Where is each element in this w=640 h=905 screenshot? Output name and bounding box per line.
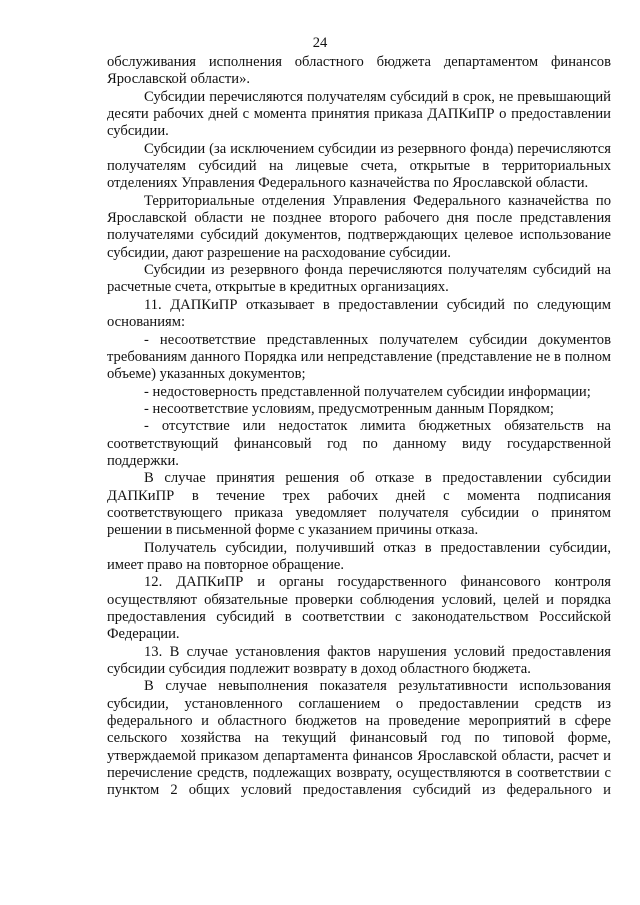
- paragraph-performance-indicator: В случае невыполнения показателя результативности использования субсидии, установленного соглашением о предоставлении средств из федерального и областного бюджетов на проведение мероприятий в сфере сельского хозяйства на текущий финансовый год по типовой форме, утверждаемой приказом департамента финансов Ярославской области, расчет и перечисление средств, подлежащих возврату, осуществляются в соответствии с пунктом 2 общих условий предоставления субсидий из федерального и: [107, 678, 611, 799]
- paragraph-subsidy-transfer-term: Субсидии перечисляются получателям субсидий в срок, не превышающий десяти рабочих дней с момента принятия приказа ДАПКиПР о предоставлении субсидии.: [107, 88, 611, 140]
- paragraph-refusal-notice: В случае принятия решения об отказе в предоставлении субсидии ДАПКиПР в течение трех рабочих дней с момента подписания соответствующего приказа уведомляет получателя субсидии о принятом решении в письменной форме с указанием причины отказа.: [107, 470, 611, 539]
- paragraph-personal-accounts: Субсидии (за исключением субсидии из резервного фонда) перечисляются получателям субсидий на лицевые счета, открытые в территориальных отделениях Управления Федерального казначейства по Ярославской области.: [107, 140, 611, 192]
- paragraph-clause-12: 12. ДАПКиПР и органы государственного финансового контроля осуществляют обязательные проверки соблюдения условий, целей и порядка предоставления субсидий в соответствии с законодательством Российской Федерации.: [107, 574, 611, 643]
- paragraph-treasury-permission: Территориальные отделения Управления Федерального казначейства по Ярославской области не позднее второго рабочего дня после представления получателями субсидий документов, подтверждающих целевое использование субсидии, дают разрешение на расходование субсидии.: [107, 192, 611, 261]
- document-body: [107, 54, 611, 800]
- paragraph-clause-13: 13. В случае установления фактов нарушения условий предоставления субсидии субсидия подлежит возврату в доход областного бюджета.: [107, 643, 611, 678]
- paragraph-clause-11: 11. ДАПКиПР отказывает в предоставлении субсидий по следующим основаниям:: [107, 296, 611, 331]
- paragraph-reserve-fund: Субсидии из резервного фонда перечисляются получателям субсидий на расчетные счета, открытые в кредитных организациях.: [107, 262, 611, 296]
- list-item-noncompliance-conditions: - несоответствие условиям, предусмотренным данным Порядком;: [144, 400, 554, 417]
- list-item-limit-absence: - отсутствие или недостаток лимита бюджетных обязательств на соответствующий финансовый год по данному виду государственной поддержки.: [107, 418, 611, 469]
- paragraph-repeat-application: Получатель субсидии, получивший отказ в предоставлении субсидии, имеет право на повторное обращение.: [107, 539, 611, 573]
- list-item-noncompliance-documents: - несоответствие представленных получателем субсидии документов требованиям данного Порядка или непредставление (представление не в полном объеме) указанных документов;: [107, 331, 611, 383]
- paragraph-continuation: обслуживания исполнения областного бюджета департаментом финансов Ярославской области».: [107, 54, 611, 88]
- page-number: 24: [312, 35, 328, 51]
- list-item-unreliable-information: - недостоверность представленной получателем субсидии информации;: [144, 383, 591, 400]
